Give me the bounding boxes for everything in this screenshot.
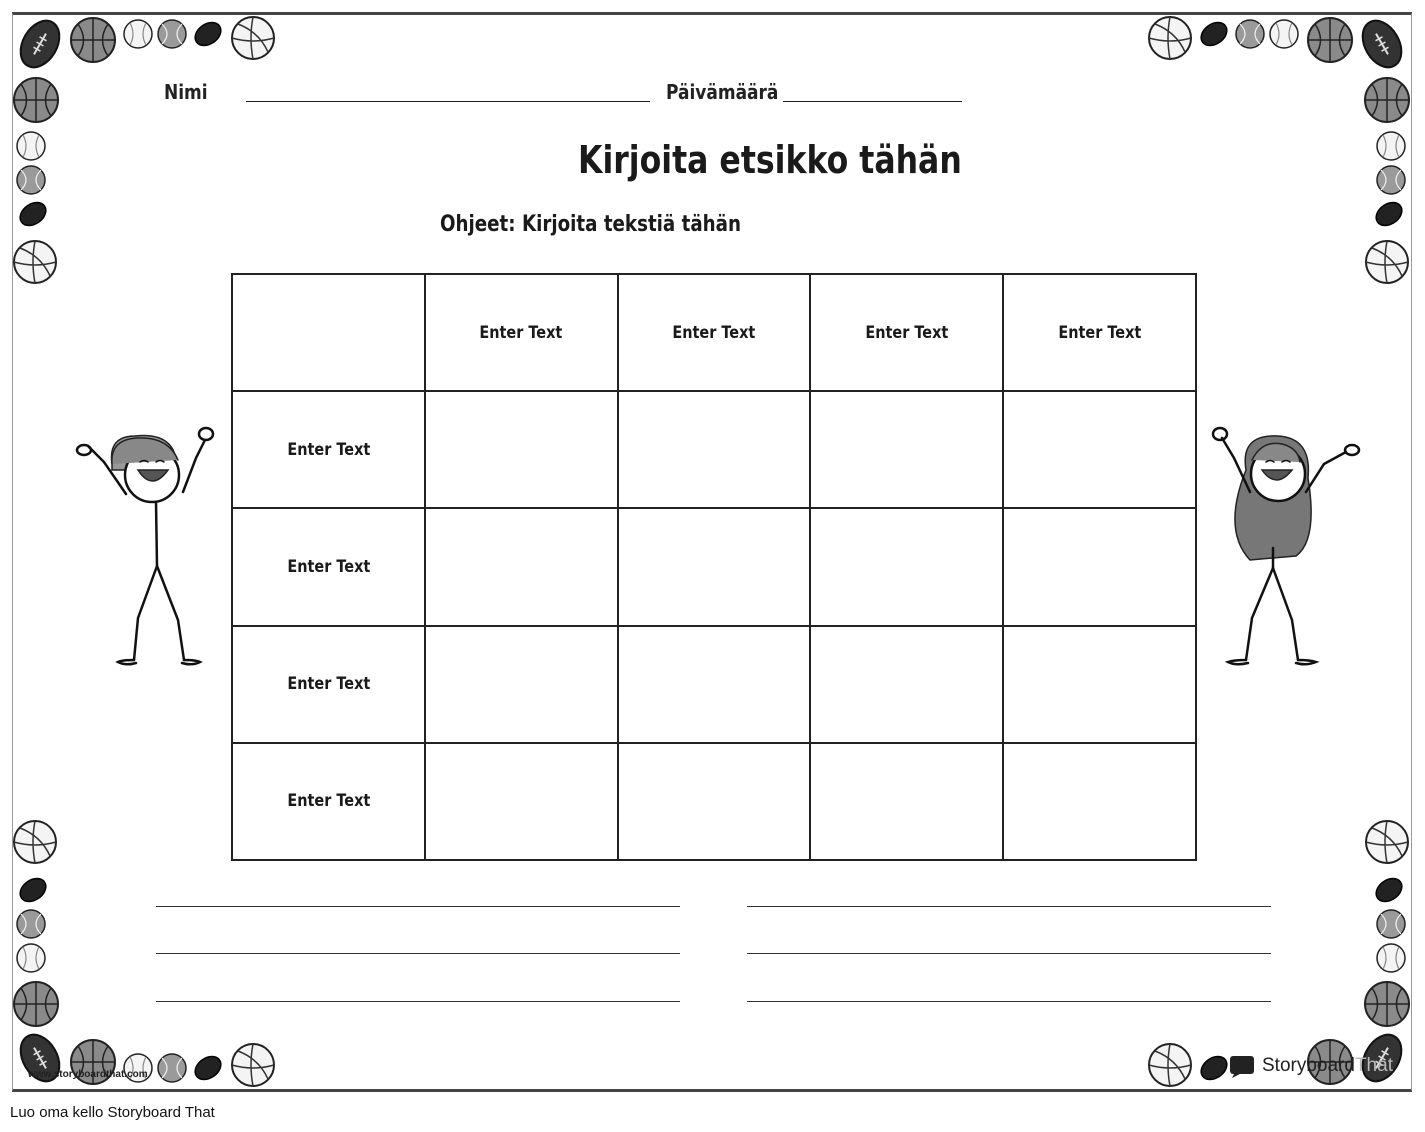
page-caption: Luo oma kello Storyboard That — [10, 1104, 215, 1121]
table-cell[interactable] — [1003, 391, 1196, 508]
table-cell[interactable] — [232, 274, 425, 391]
logo-storyboard: Storyboard — [1262, 1055, 1355, 1076]
table-cell[interactable] — [232, 626, 425, 743]
table-cell[interactable] — [810, 743, 1003, 860]
basketball-icon — [1308, 18, 1352, 62]
basketball-icon — [14, 78, 58, 122]
table-cell[interactable] — [1003, 274, 1196, 391]
writing-line[interactable] — [156, 953, 680, 954]
table-cell[interactable] — [1003, 743, 1196, 860]
table-cell[interactable] — [618, 626, 811, 743]
date-field-line[interactable] — [783, 101, 962, 102]
cell-text: Enter Text — [286, 674, 370, 695]
cell-text: Enter Text — [1058, 322, 1142, 343]
worksheet-table — [231, 273, 1197, 861]
hockey-puck-icon — [1197, 1052, 1231, 1084]
cell-text: Enter Text — [286, 439, 370, 460]
table-cell[interactable] — [425, 391, 618, 508]
baseball-icon — [1377, 944, 1405, 972]
footer-url: www.storyboardthat.com — [28, 1069, 148, 1080]
logo-icon — [1228, 1054, 1258, 1078]
logo-that: That — [1354, 1055, 1393, 1076]
basketball-icon — [71, 18, 115, 62]
volleyball-icon — [1366, 821, 1408, 863]
volleyball-icon — [232, 17, 274, 59]
table-cell[interactable] — [425, 274, 618, 391]
volleyball-icon — [1366, 241, 1408, 283]
cell-text: Enter Text — [479, 322, 563, 343]
tennis-ball-icon — [1377, 910, 1405, 938]
table-cell[interactable] — [810, 508, 1003, 625]
baseball-icon — [17, 132, 45, 160]
table-cell[interactable] — [618, 508, 811, 625]
baseball-icon — [1377, 132, 1405, 160]
writing-line[interactable] — [747, 953, 1271, 954]
baseball-icon — [124, 20, 152, 48]
cell-text: Enter Text — [672, 322, 756, 343]
tennis-ball-icon — [17, 166, 45, 194]
tennis-ball-icon — [1236, 20, 1264, 48]
table-cell[interactable] — [618, 391, 811, 508]
tennis-ball-icon — [158, 1054, 186, 1082]
writing-line[interactable] — [156, 1001, 680, 1002]
table-cell[interactable] — [1003, 508, 1196, 625]
cell-text: Enter Text — [286, 556, 370, 577]
table-cell[interactable] — [810, 274, 1003, 391]
table-cell[interactable] — [618, 274, 811, 391]
baseball-icon — [17, 944, 45, 972]
hockey-puck-icon — [16, 874, 50, 906]
table-cell[interactable] — [425, 743, 618, 860]
table-cell[interactable] — [810, 391, 1003, 508]
hockey-puck-icon — [1197, 18, 1231, 50]
table-cell[interactable] — [232, 391, 425, 508]
logo-text — [1262, 1055, 1393, 1077]
hockey-puck-icon — [1372, 198, 1406, 230]
page-title: Kirjoita etsikko tähän — [578, 138, 962, 182]
hockey-puck-icon — [191, 18, 225, 50]
basketball-icon — [1365, 78, 1409, 122]
football-icon — [1355, 14, 1409, 74]
volleyball-icon — [1149, 1044, 1191, 1086]
volleyball-icon — [14, 241, 56, 283]
table-cell[interactable] — [232, 743, 425, 860]
table-cell[interactable] — [232, 508, 425, 625]
hockey-puck-icon — [191, 1052, 225, 1084]
cell-text: Enter Text — [286, 791, 370, 812]
volleyball-icon — [14, 821, 56, 863]
storyboardthat-logo — [1228, 1054, 1393, 1078]
baseball-icon — [1270, 20, 1298, 48]
date-label: Päivämäärä — [666, 80, 779, 104]
volleyball-icon — [232, 1044, 274, 1086]
tennis-ball-icon — [1377, 166, 1405, 194]
stick-figure-girl — [1213, 428, 1359, 664]
volleyball-icon — [1149, 17, 1191, 59]
name-label: Nimi — [164, 80, 208, 104]
basketball-icon — [14, 982, 58, 1026]
table-cell[interactable] — [1003, 626, 1196, 743]
tennis-ball-icon — [158, 20, 186, 48]
name-field-line[interactable] — [246, 101, 650, 102]
writing-line[interactable] — [156, 906, 680, 907]
tennis-ball-icon — [17, 910, 45, 938]
writing-line[interactable] — [747, 906, 1271, 907]
table-cell[interactable] — [618, 743, 811, 860]
instructions-text: Ohjeet: Kirjoita tekstiä tähän — [440, 212, 741, 237]
stick-figure-boy — [77, 428, 213, 664]
cell-text: Enter Text — [865, 322, 949, 343]
basketball-icon — [1365, 982, 1409, 1026]
table-cell[interactable] — [425, 626, 618, 743]
table-cell[interactable] — [810, 626, 1003, 743]
writing-line[interactable] — [747, 1001, 1271, 1002]
hockey-puck-icon — [1372, 874, 1406, 906]
hockey-puck-icon — [16, 198, 50, 230]
table-cell[interactable] — [425, 508, 618, 625]
football-icon — [13, 14, 67, 74]
